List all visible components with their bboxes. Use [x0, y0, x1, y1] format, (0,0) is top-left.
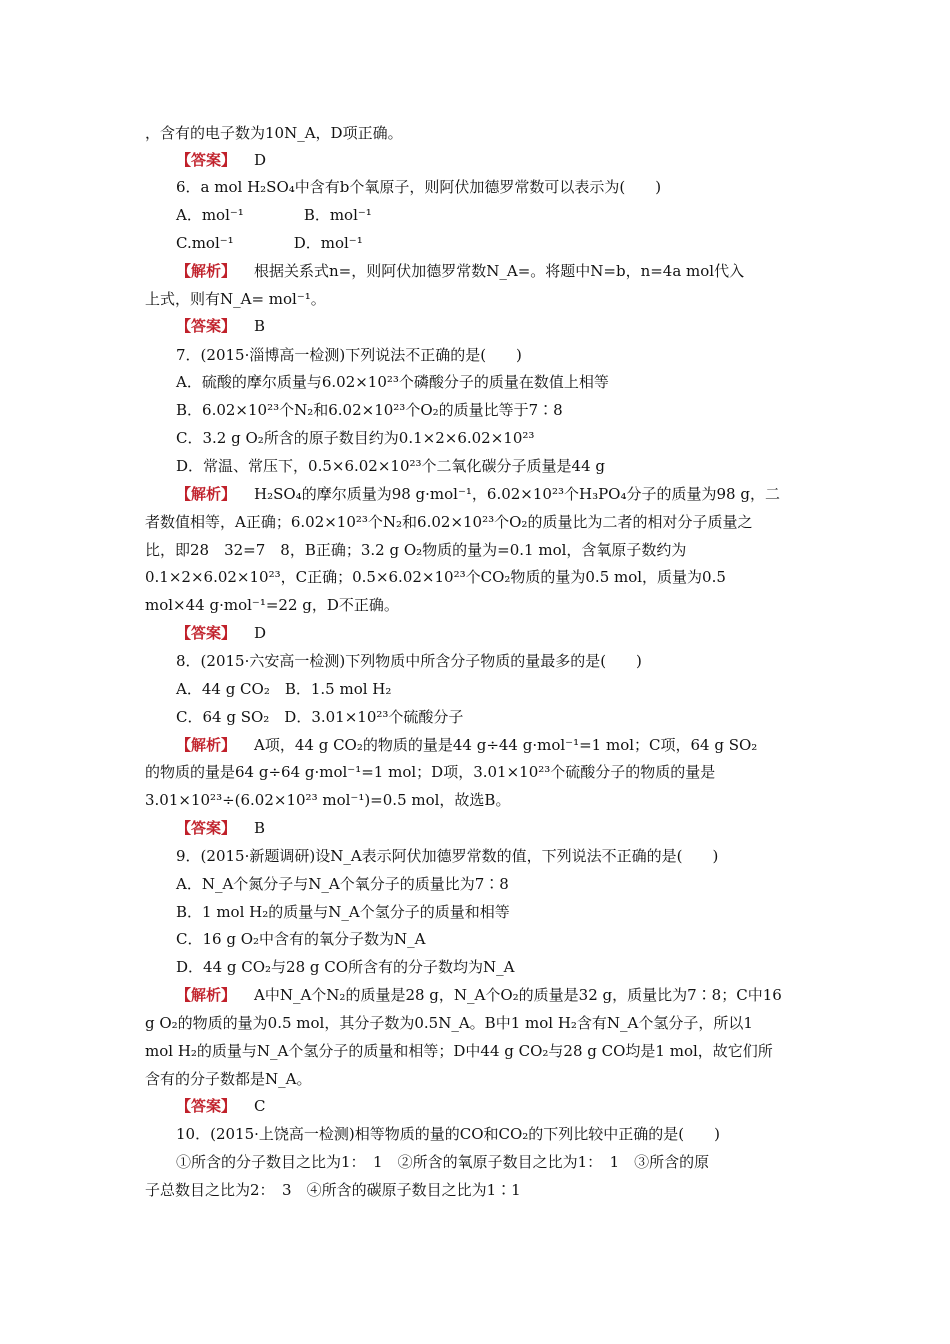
answer-tag: 【答案】 — [176, 624, 237, 642]
option-line: A．N_A个氮分子与N_A个氧分子的质量比为7∶8 — [176, 875, 509, 893]
answer-line: 【答案】 B — [176, 819, 266, 837]
text-line: 0.1×2×6.02×10²³，C正确；0.5×6.02×10²³个CO₂物质的量为0.5 mol，质量为0.5 — [145, 568, 726, 586]
analysis-tag: 【解析】 — [176, 736, 237, 754]
question-7: 7．(2015·淄博高一检测)下列说法不正确的是( ) — [176, 346, 522, 364]
text-line: ，含有的电子数为10N_A，D项正确。 — [145, 124, 403, 142]
question-6: 6．a mol H₂SO₄中含有b个氧原子，则阿伏加德罗常数可以表示为( ) — [176, 178, 662, 196]
analysis-tag: 【解析】 — [176, 986, 237, 1004]
option-line: A．mol⁻¹ B．mol⁻¹ — [176, 206, 372, 224]
option-line: A．44 g CO₂ B．1.5 mol H₂ — [176, 680, 392, 698]
option-line: C．16 g O₂中含有的氧分子数为N_A — [176, 930, 426, 948]
option-line: C.mol⁻¹ D．mol⁻¹ — [176, 234, 363, 252]
option-line: B．1 mol H₂的质量与N_A个氢分子的质量和相等 — [176, 903, 510, 921]
answer-tag: 【答案】 — [176, 151, 237, 169]
analysis-tag: 【解析】 — [176, 485, 237, 503]
option-line: C．64 g SO₂ D．3.01×10²³个硫酸分子 — [176, 708, 464, 726]
analysis-line: 【解析】 A项，44 g CO₂的物质的量是44 g÷44 g·mol⁻¹=1 mol；C项，64 g SO₂ — [176, 736, 758, 754]
option-line: D．常温、常压下，0.5×6.02×10²³个二氧化碳分子质量是44 g — [176, 457, 605, 475]
answer-tag: 【答案】 — [176, 1097, 237, 1115]
text-line: 上式，则有N_A= mol⁻¹。 — [145, 290, 326, 308]
text-line: 3.01×10²³÷(6.02×10²³ mol⁻¹)=0.5 mol，故选B。 — [145, 791, 511, 809]
text-line: 子总数目之比为2： 3 ④所含的碳原子数目之比为1∶1 — [145, 1181, 521, 1199]
question-10: 10．(2015·上饶高一检测)相等物质的量的CO和CO₂的下列比较中正确的是( ) — [176, 1125, 721, 1143]
text-line: 的物质的量是64 g÷64 g·mol⁻¹=1 mol；D项，3.01×10²³个硫酸分子的物质的量是 — [145, 763, 716, 781]
answer-line: 【答案】 B — [176, 317, 266, 335]
answer-line: 【答案】 D — [176, 151, 267, 169]
analysis-line: 【解析】 H₂SO₄的摩尔质量为98 g·mol⁻¹，6.02×10²³个H₃PO₄分子的质量为98 g，二 — [176, 485, 780, 503]
answer-line: 【答案】 D — [176, 624, 267, 642]
text-line: 者数值相等，A正确；6.02×10²³个N₂和6.02×10²³个O₂的质量比为二者的相对分子质量之 — [145, 513, 753, 531]
analysis-line: 【解析】 根据关系式n=，则阿伏加德罗常数N_A=。将题中N=b，n=4a mol代入 — [176, 262, 745, 280]
text-line: mol×44 g·mol⁻¹=22 g，D不正确。 — [145, 596, 399, 614]
analysis-line: 【解析】 A中N_A个N₂的质量是28 g，N_A个O₂的质量是32 g，质量比为7∶8；C中16 — [176, 986, 782, 1004]
text-line: ①所含的分子数目之比为1： 1 ②所含的氧原子数目之比为1： 1 ③所含的原 — [176, 1153, 710, 1171]
answer-tag: 【答案】 — [176, 819, 237, 837]
option-line: D．44 g CO₂与28 g CO所含有的分子数均为N_A — [176, 958, 515, 976]
question-9: 9．(2015·新题调研)设N_A表示阿伏加德罗常数的值，下列说法不正确的是( ) — [176, 847, 719, 865]
analysis-tag: 【解析】 — [176, 262, 237, 280]
option-line: C．3.2 g O₂所含的原子数目约为0.1×2×6.02×10²³ — [176, 429, 535, 447]
answer-tag: 【答案】 — [176, 317, 237, 335]
question-8: 8．(2015·六安高一检测)下列物质中所含分子物质的量最多的是( ) — [176, 652, 642, 670]
text-line: g O₂的物质的量为0.5 mol，其分子数为0.5N_A。B中1 mol H₂含有N_A个氢分子，所以1 — [145, 1014, 753, 1032]
answer-line: 【答案】 C — [176, 1097, 266, 1115]
option-line: A．硫酸的摩尔质量与6.02×10²³个磷酸分子的质量在数值上相等 — [176, 373, 609, 391]
text-line: mol H₂的质量与N_A个氢分子的质量和相等；D中44 g CO₂与28 g CO均是1 mol，故它们所 — [145, 1042, 773, 1060]
text-line: 含有的分子数都是N_A。 — [145, 1070, 312, 1088]
option-line: B．6.02×10²³个N₂和6.02×10²³个O₂的质量比等于7∶8 — [176, 401, 563, 419]
text-line: 比，即28 32=7 8，B正确；3.2 g O₂物质的量为=0.1 mol，含氧原子数约为 — [145, 541, 687, 559]
